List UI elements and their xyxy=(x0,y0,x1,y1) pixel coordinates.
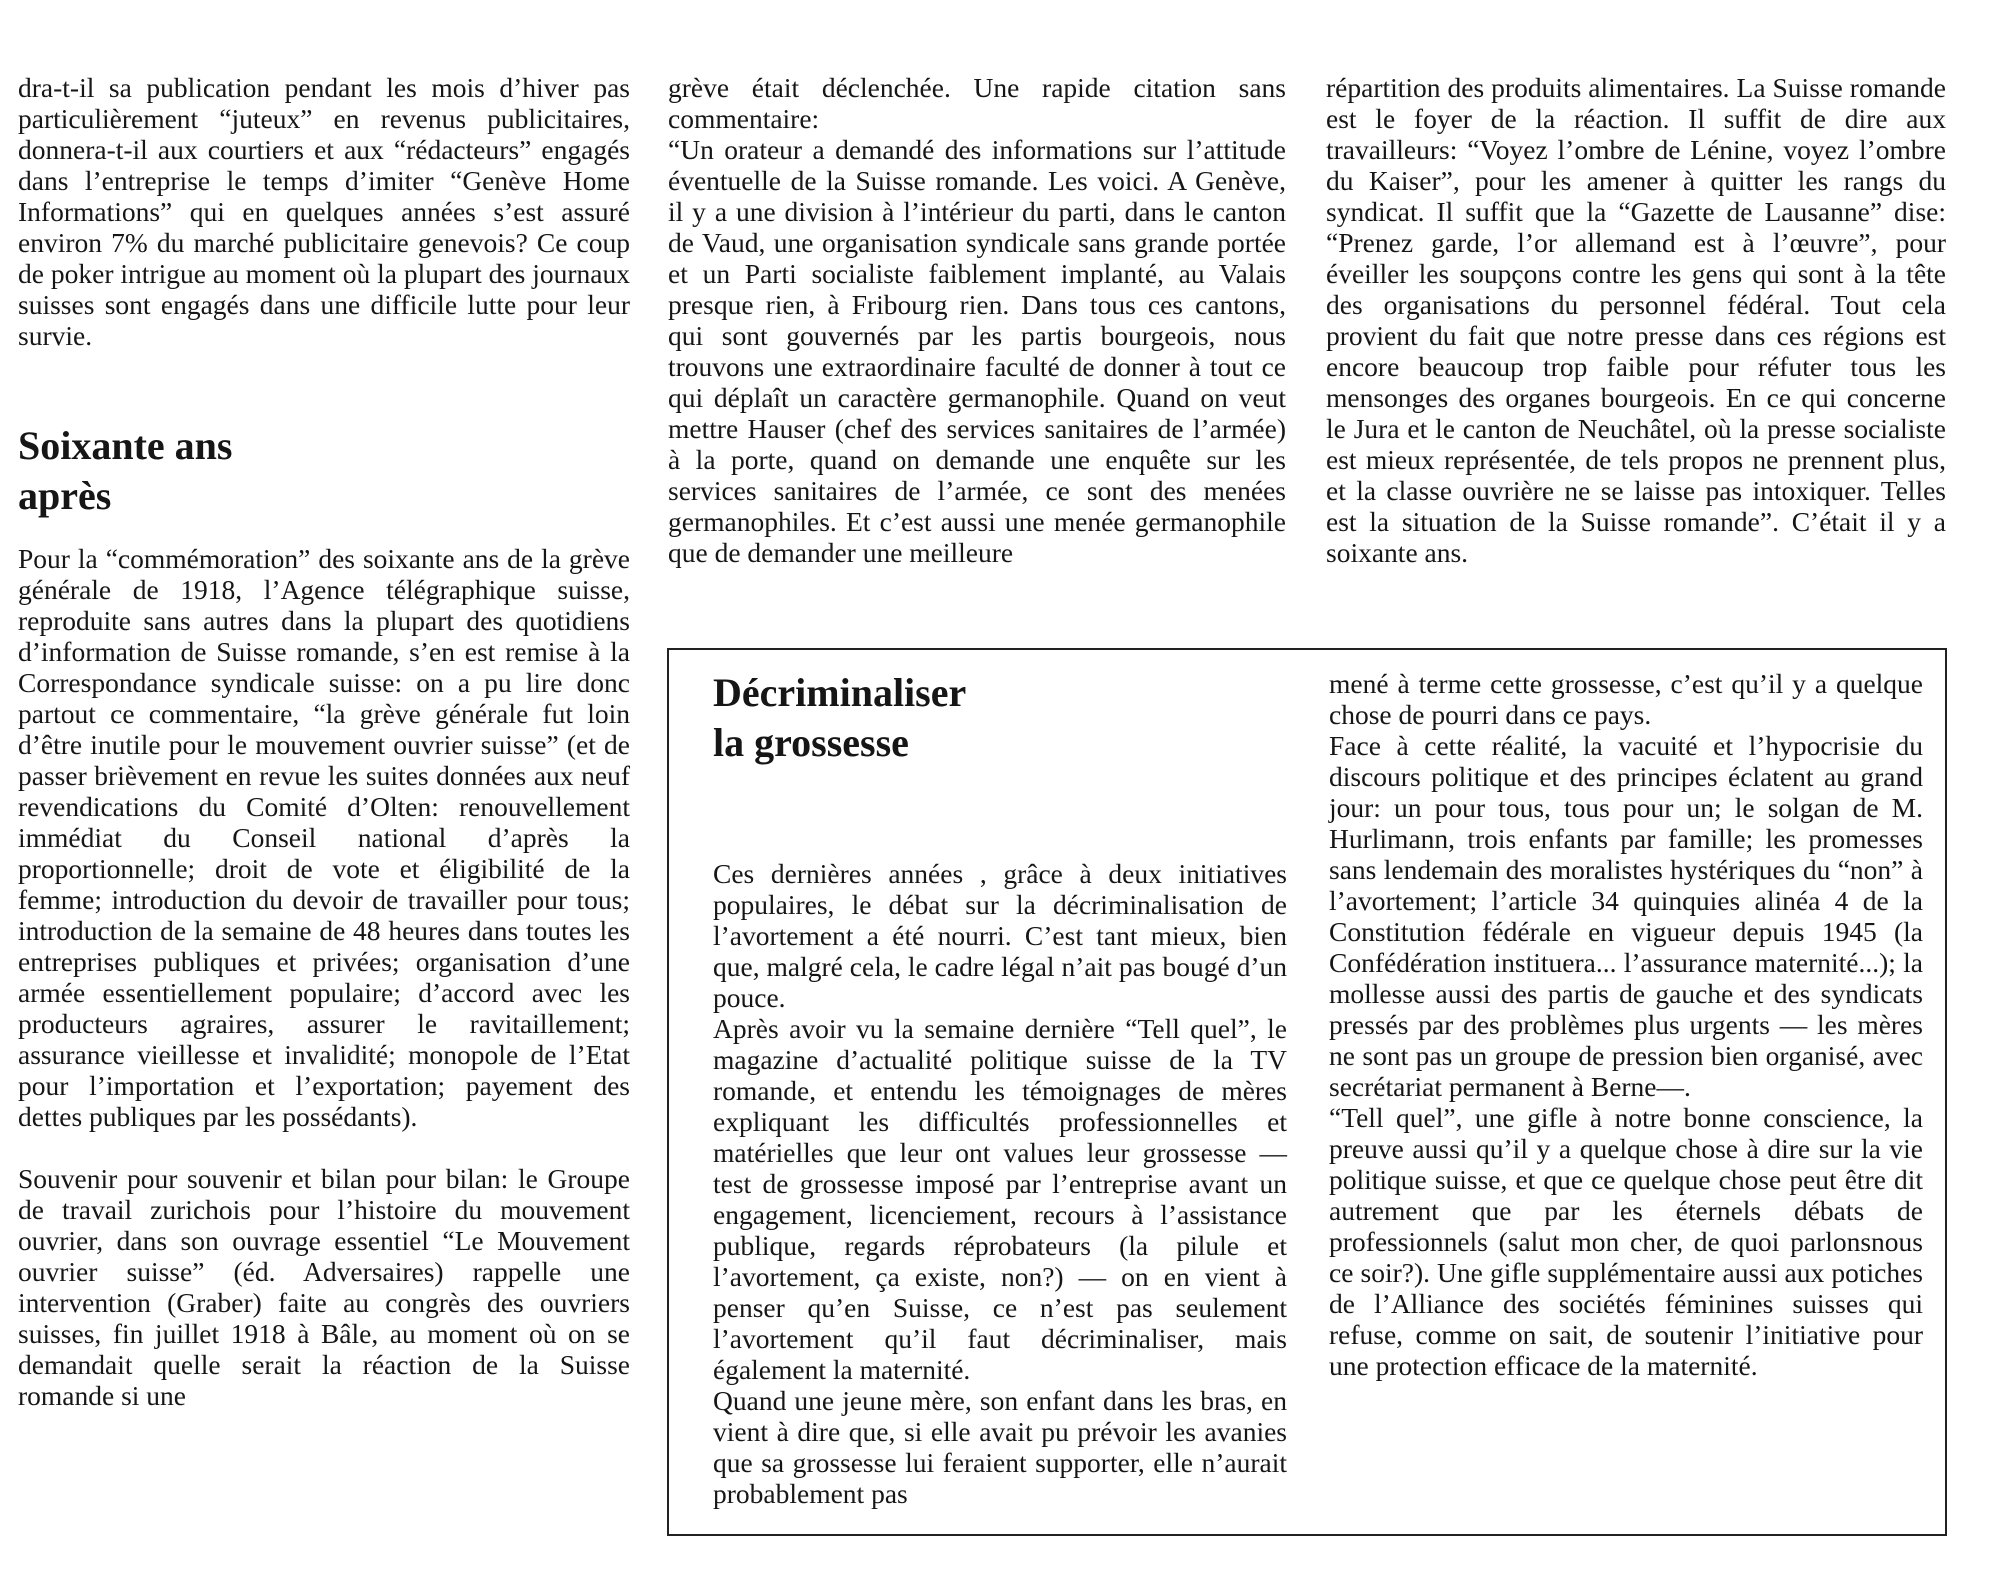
column-1 xyxy=(18,72,630,1411)
paragraph-repartition: répartition des produits alimentaires. La Suisse romande est le foyer de la réaction. Il suffit de dire aux travailleurs: “Voyez l’ombre de Lénine, voyez l’ombre du Kaiser”, pour les amener à quitter les rangs du syndicat. Il suffit que la “Gazette de Lausanne” dise: “Prenez garde, l’or allemand est à l’œuvre”, pour éveiller les soupçons contre les gens qui sont à la tête des organisations du personnel fédéral. Tout cela provient du fait que notre presse dans ces régions est encore beaucoup trop faible pour réfuter tous les mensonges des organes bourgeois. En ce qui concerne le Jura et le canton de Neuchâtel, où la presse socialiste est mieux représentée, de tels propos ne prennent plus, et la classe ouvrière ne se laisse pas intoxiquer. Telles est la situation de la Suisse romande”. C’était il y a soixante ans. xyxy=(1326,72,1946,568)
paragraph-publication-end: dra-t-il sa publication pendant les mois d’hiver pas particulièrement “juteux” en revenus publicitaires, donnera-t-il aux courtiers et aux “rédacteurs” engagés dans l’entreprise le temps d’imiter “Genève Home Informations” qui en quelques années s’est assuré environ 7% du marché publicitaire genevois? Ce coup de poker intrigue au moment où la plupart des journaux suisses sont engagés dans une difficile lutte pour leur survie. xyxy=(18,72,630,351)
section-heading-soixante-ans xyxy=(18,421,630,521)
heading-line-2: après xyxy=(18,473,112,518)
box-paragraph-gifle: “Tell quel”, une gifle à notre bonne conscience, la preuve aussi qu’il y a quelque chose à dire sur la vie politique suisse, et que ce quelque chose peut être dit autrement que par les éternels débats de professionnels (salut mon cher, de quoi parlonsnous ce soir?). Une gifle supplémentaire aussi aux potiches de l’Alliance des sociétés féminines suisses qui refuse, comme on sait, de soutenir l’initiative pour une protection efficace de la maternité. xyxy=(1329,1102,1923,1381)
paragraph-orateur-quote: “Un orateur a demandé des informations sur l’attitude éventuelle de la Suisse romande. Les voici. A Genève, il y a une division à l’intérieur du parti, dans le canton de Vaud, une organisation syndicale sans grande portée et un Parti socialiste faiblement implanté, au Valais presque rien, à Fribourg rien. Dans tous ces cantons, qui sont gouvernés par les partis bourgeois, nous trouvons une extraordinaire faculté de donner à tout ce qui déplaît un caractère germanophile. Quand on veut mettre Hauser (chef des services sanitaires de l’armée) à la porte, quand on demande une enquête sur les services sanitaires de l’armée, ce sont des menées germanophiles. Et c’est aussi une menée germanophile que de demander une meilleure xyxy=(668,134,1286,568)
box-heading-line-1: Décriminaliser xyxy=(713,670,967,715)
box-paragraph-mene-a-terme: mené à terme cette grossesse, c’est qu’il y a quelque chose de pourri dans ce pays. xyxy=(1329,668,1923,730)
box-paragraph-tell-quel: Après avoir vu la semaine dernière “Tell quel”, le magazine d’actualité politique suisse de la TV romande, et entendu les témoignages de mères expliquant les difficultés professionnelles et matérielles que leur ont values leur grossesse — test de grossesse imposé par l’entreprise avant un engagement, licenciement, recours à l’assistance publique, regards réprobateurs (la pilule et l’avortement, ça existe, non?) — on en vient à penser qu’en Suisse, ce n’est pas seulement l’avortement qu’il faut décriminaliser, mais également la maternité. xyxy=(713,1013,1287,1385)
box-paragraph-initiatives: Ces dernières années , grâce à deux initiatives populaires, le débat sur la décriminalisation de l’avortement a été nourri. C’est tant mieux, bien que, malgré cela, le cadre légal n’ait pas bougé d’un pouce. xyxy=(713,858,1287,1013)
box-paragraph-realite: Face à cette réalité, la vacuité et l’hypocrisie du discours politique et des principes éclatent au grand jour: un pour tous, tous pour un; le solgan de M. Hurlimann, trois enfants par famille; les promesses sans lendemain des moralistes hystériques du “non” à l’avortement; l’article 34 quinquies alinéa 4 de la Constitution fédérale en vigueur depuis 1945 (la Confédération instituera... l’assurance maternité...); la mollesse aussi des partis de gauche et des syndicats pressés par des problèmes plus urgents — les mères ne sont pas un groupe de pression bien organisé, avec secrétariat permanent à Berne—. xyxy=(1329,730,1923,1102)
box-paragraph-jeune-mere: Quand une jeune mère, son enfant dans les bras, en vient à dire que, si elle avait pu prévoir les avanies que sa grossesse lui feraient supporter, elle n’aurait probablement pas xyxy=(713,1385,1287,1509)
paragraph-greve-citation: grève était déclenchée. Une rapide citation sans commentaire: xyxy=(668,72,1286,134)
box-column-2 xyxy=(1329,668,1923,1381)
box-column-1 xyxy=(713,668,1287,1509)
heading-line-1: Soixante ans xyxy=(18,423,233,468)
box-heading-line-2: la grossesse xyxy=(713,720,909,765)
box-heading xyxy=(713,668,1287,768)
paragraph-commemoration: Pour la “commémoration” des soixante ans de la grève générale de 1918, l’Agence télégraphique suisse, reproduite sans autres dans la plupart des quotidiens d’information de Suisse romande, s’en est remise à la Correspondance syndicale suisse: on a pu lire donc partout ce commentaire, “la grève générale fut loin d’être inutile pour le mouvement ouvrier suisse” (et de passer brièvement en revue les suites données aux neuf revendications du Comité d’Olten: renouvellement immédiat du Conseil national d’après la proportionnelle; droit de vote et éligibilité de la femme; introduction du devoir de travailler pour tous; introduction de la semaine de 48 heures dans toutes les entreprises publiques et privées; organisation d’une armée essentiellement populaire; d’accord avec les producteurs agraires, assurer le ravitaillement; assurance vieillesse et invalidité; monopole de l’Etat pour l’importation et l’exportation; payement des dettes publiques par les possédants). xyxy=(18,543,630,1132)
paragraph-souvenir: Souvenir pour souvenir et bilan pour bilan: le Groupe de travail zurichois pour l’histoire du mouvement ouvrier, dans son ouvrage essentiel “Le Mouvement ouvrier suisse” (éd. Adversaires) rappelle une intervention (Graber) faite au congrès des ouvriers suisses, fin juillet 1918 à Bâle, au moment où on se demandait quelle serait la réaction de la Suisse romande si une xyxy=(18,1163,630,1411)
column-3 xyxy=(1326,72,1946,568)
column-2 xyxy=(668,72,1286,568)
boxed-article-decriminaliser xyxy=(667,648,1947,1536)
